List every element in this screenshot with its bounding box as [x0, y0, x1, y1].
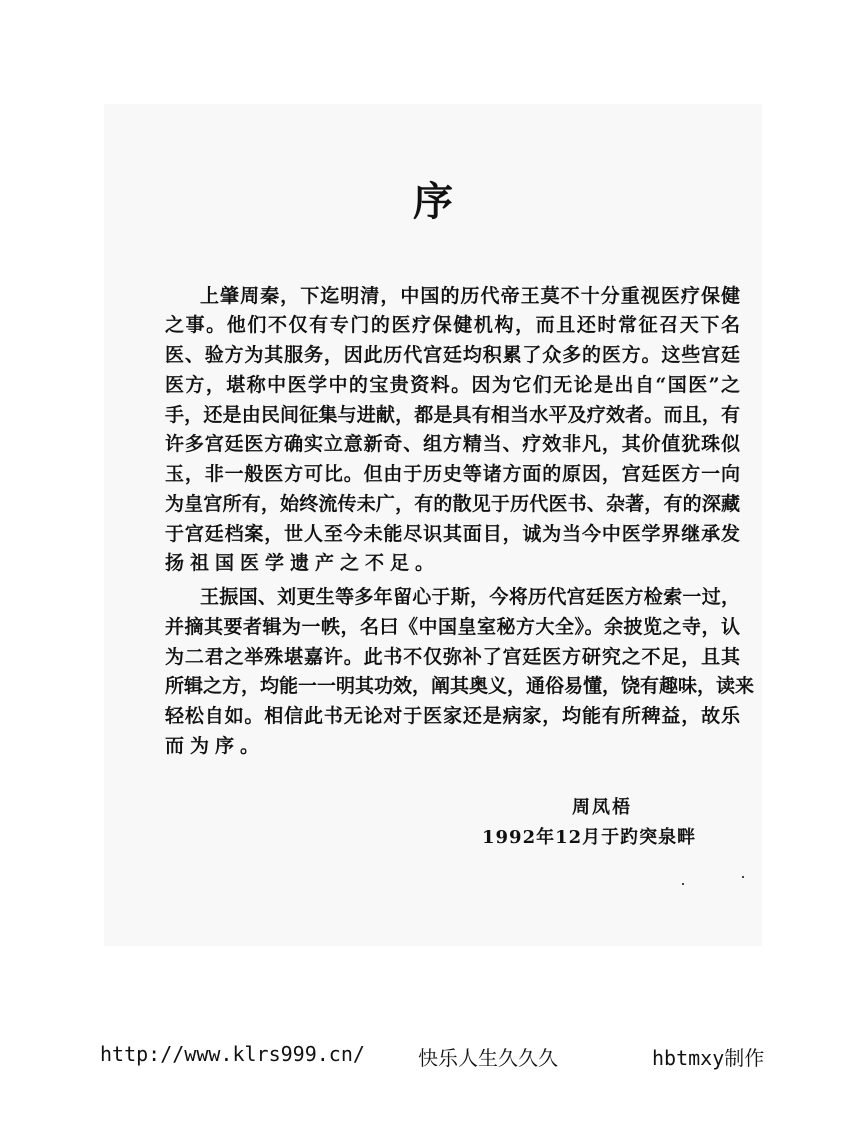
text-line: 所辑之方，均能一一明其功效，阐其奥义，通俗易懂，饶有趣味，读来 — [165, 675, 755, 697]
signature-author: 周凤梧 — [572, 797, 632, 818]
footer-slogan: 快乐人生久久久 — [418, 1046, 558, 1070]
scan-speck — [682, 883, 684, 885]
text-line: 而为序。 — [165, 735, 266, 757]
text-line: 为二君之举殊堪嘉许。此书不仅弥补了宫廷医方研究之不足，且其 — [165, 646, 740, 668]
text-line: 并摘其要者辑为一帙，名曰《中国皇室秘方大全》。余披览之寺，认 — [165, 616, 740, 638]
signature-date: 1992年12月于趵突泉畔 — [482, 827, 697, 848]
text-line: 手，还是由民间征集与进献，都是具有相当水平及疗效者。而且，有 — [165, 404, 740, 426]
text-line: 上肇周秦，下迄明清，中国的历代帝王莫不十分重视医疗保健 — [200, 285, 740, 307]
scan-speck — [742, 876, 744, 878]
text-line: 之事。他们不仅有专门的医疗保健机构，而且还时常征召天下名 — [165, 314, 740, 336]
text-line: 王振国、刘更生等多年留心于斯，今将历代宫廷医方检索一过， — [200, 586, 740, 608]
text-line: 轻松自如。相信此书无论对于医家还是病家，均能有所稗益，故乐 — [165, 705, 740, 727]
text-line: 玉，非一般医方可比。但由于历史等诸方面的原因，宫廷医方一向 — [165, 463, 740, 485]
footer-url-link[interactable]: http://www.klrs999.cn/ — [100, 1042, 365, 1066]
text-line: 扬祖国医学遗产之不足。 — [165, 552, 441, 574]
text-line: 医方，堪称中医学中的宝贵资料。因为它们无论是出自“国医”之 — [165, 374, 740, 396]
page-title: 序 — [413, 178, 453, 225]
footer-credit: hbtmxy制作 — [652, 1046, 765, 1070]
text-line: 为皇宫所有，始终流传未广，有的散见于历代医书、杂著，有的深藏 — [165, 493, 740, 515]
text-line: 医、验方为其服务，因此历代宫廷均积累了众多的医方。这些宫廷 — [165, 344, 740, 366]
text-line: 于宫廷档案，世人至今未能尽识其面目，诚为当今中医学界继承发 — [165, 523, 740, 545]
text-line: 许多宫廷医方确实立意新奇、组方精当、疗效非凡，其价值犹珠似 — [165, 433, 740, 455]
